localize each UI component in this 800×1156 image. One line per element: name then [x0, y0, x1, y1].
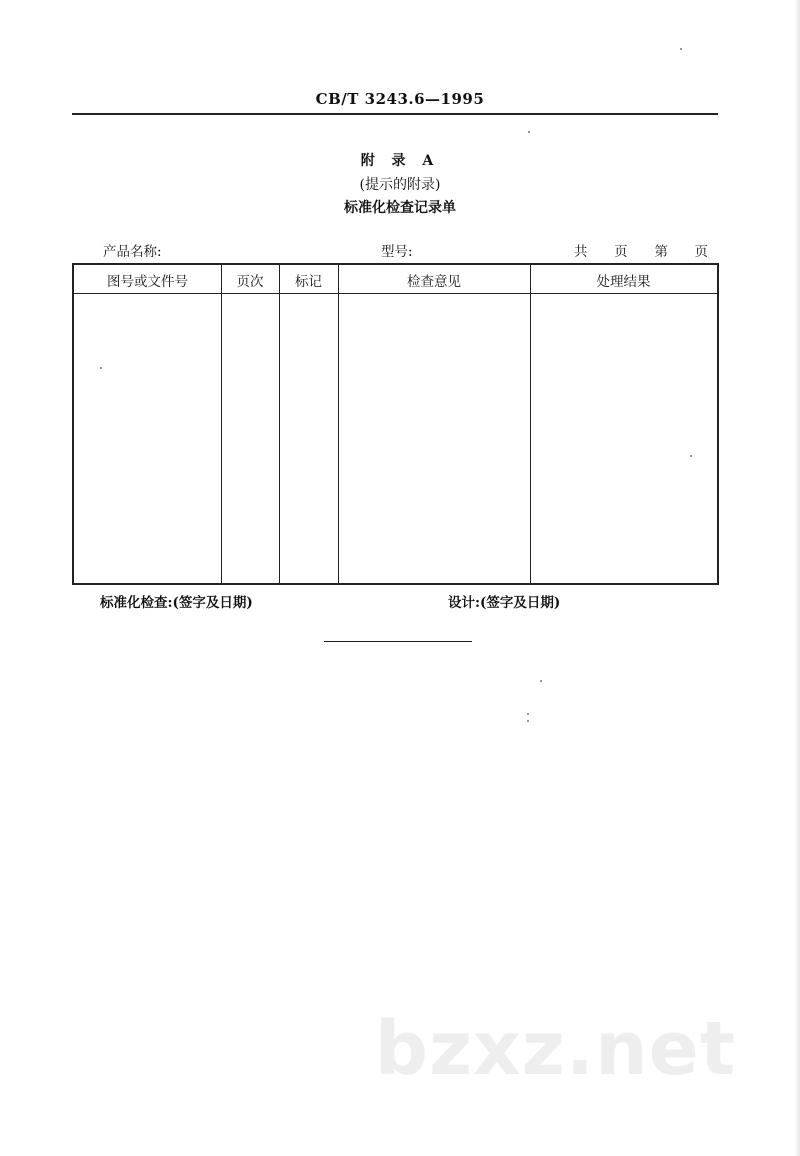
column-header-result: 处理结果 [596, 274, 651, 290]
column-header-page: 页次 [236, 274, 264, 290]
column-header-drawing-number: 图号或文件号 [107, 274, 188, 290]
scan-speck [100, 367, 102, 369]
scan-speck [540, 680, 542, 682]
watermark: bzxz.net [375, 1006, 737, 1092]
column-divider [221, 265, 222, 583]
header-rule [72, 113, 718, 115]
page-total-prefix: 共 [574, 244, 588, 260]
design-label: 设计:(签字及日期) [448, 595, 561, 611]
standard-code: CB/T 3243.6—1995 [315, 90, 485, 108]
appendix-note: (提示的附录) [359, 177, 441, 193]
model-label: 型号: [381, 244, 413, 260]
appendix-title: 附 录 A [360, 153, 440, 169]
page-number-suffix: 页 [694, 244, 708, 260]
standardization-check-label: 标准化检查:(签字及日期) [100, 595, 253, 611]
record-table [72, 263, 719, 585]
column-header-opinion: 检查意见 [407, 274, 461, 290]
scan-speck [690, 455, 692, 457]
column-header-mark: 标记 [295, 274, 322, 290]
scan-speck [680, 48, 682, 50]
product-name-label: 产品名称: [103, 244, 162, 260]
page-number-prefix: 第 [654, 244, 668, 260]
header-row-rule [74, 293, 717, 294]
page-total-suffix: 页 [614, 244, 628, 260]
column-divider [530, 265, 531, 583]
page-count [574, 240, 708, 260]
column-divider [338, 265, 339, 583]
form-title: 标准化检查记录单 [344, 200, 456, 216]
column-divider [279, 265, 280, 583]
scan-speck [527, 720, 529, 722]
scan-speck [527, 713, 529, 715]
end-rule [324, 641, 472, 642]
scan-speck [528, 131, 530, 133]
